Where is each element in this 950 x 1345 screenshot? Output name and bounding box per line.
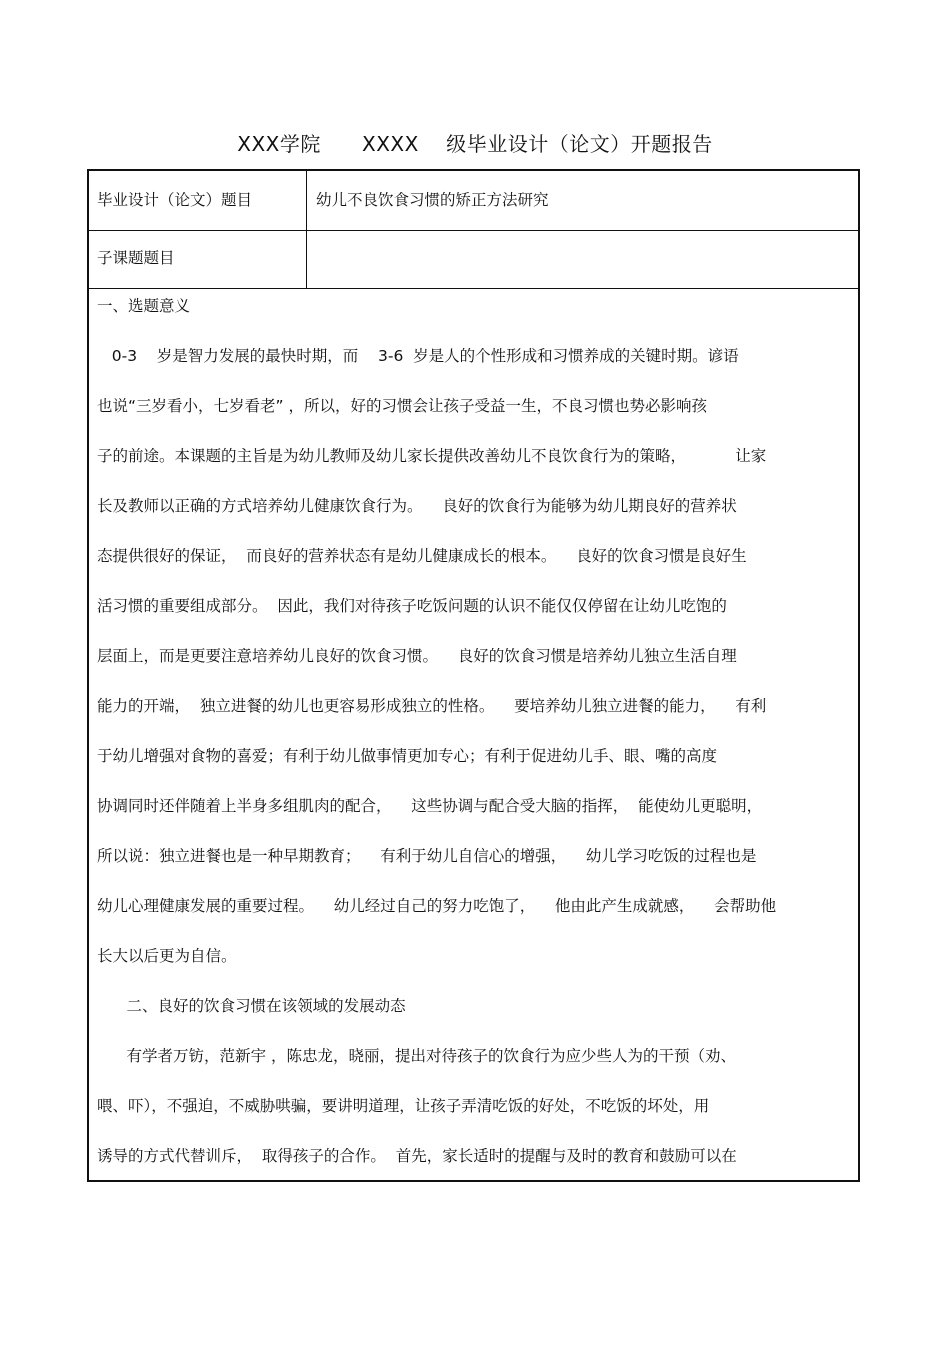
body-line: 长大以后更为自信。 <box>97 947 237 965</box>
body-line: 协调同时还伴随着上半身多组肌肉的配合， 这些协调与配合受大脑的指挥， 能使幼儿更聪明， <box>97 797 763 815</box>
body-line: 0-3 岁是智力发展的最快时期，而 3-6 岁是人的个性形成和习惯养成的关键时期。谚语 <box>97 347 739 365</box>
body-line: 活习惯的重要组成部分。 因此，我们对待孩子吃饭问题的认识不能仅仅停留在让幼儿吃饱的 <box>97 597 727 615</box>
body-line: 态提供很好的保证， 而良好的营养状态有是幼儿健康成长的根本。 良好的饮食习惯是良好生 <box>97 547 747 565</box>
body-line: 能力的开端， 独立进餐的幼儿也更容易形成独立的性格。 要培养幼儿独立进餐的能力， 有利 <box>97 697 767 715</box>
body-content <box>97 296 857 1196</box>
topic-value: 幼儿不良饮食习惯的矫正方法研究 <box>316 191 549 209</box>
report-title: XXX学院 XXXX 级毕业设计（论文）开题报告 <box>237 132 713 156</box>
report-table <box>87 169 860 1182</box>
body-line: 有学者万钫，范新宇 ，陈忠龙，晓丽，提出对待孩子的饮食行为应少些人为的干预（劝、 <box>97 1047 736 1065</box>
subtopic-row <box>89 230 858 289</box>
subtopic-label: 子课题题目 <box>97 249 175 267</box>
section-heading: 一、选题意义 <box>97 297 191 315</box>
body-line: 长及教师以正确的方式培养幼儿健康饮食行为。 良好的饮食行为能够为幼儿期良好的营养状 <box>97 497 737 515</box>
body-line: 幼儿心理健康发展的重要过程。 幼儿经过自己的努力吃饱了， 他由此产生成就感， 会帮助他 <box>97 897 777 915</box>
body-line: 喂、吓），不强迫，不威胁哄骗，要讲明道理，让孩子弄清吃饭的好处，不吃饭的坏处，用 <box>97 1097 710 1115</box>
body-line: 诱导的方式代替训斥， 取得孩子的合作。 首先，家长适时的提醒与及时的教育和鼓励可以在 <box>97 1147 737 1165</box>
section-heading: 二、良好的饮食习惯在该领域的发展动态 <box>97 997 406 1015</box>
column-divider <box>306 171 307 288</box>
body-line: 也说“三岁看小，七岁看老” ，所以，好的习惯会让孩子受益一生，不良习惯也势必影响孩 <box>97 397 707 415</box>
body-line: 子的前途。本课题的主旨是为幼儿教师及幼儿家长提供改善幼儿不良饮食行为的策略， 让家 <box>97 447 767 465</box>
topic-label: 毕业设计（论文）题目 <box>97 191 253 209</box>
body-line: 于幼儿增强对食物的喜爱；有利于幼儿做事情更加专心；有利于促进幼儿手、眼、嘴的高度 <box>97 747 718 765</box>
body-line: 所以说：独立进餐也是一种早期教育； 有利于幼儿自信心的增强， 幼儿学习吃饭的过程也是 <box>97 847 757 865</box>
body-line: 层面上，而是更要注意培养幼儿良好的饮食习惯。 良好的饮食习惯是培养幼儿独立生活自理 <box>97 647 737 665</box>
